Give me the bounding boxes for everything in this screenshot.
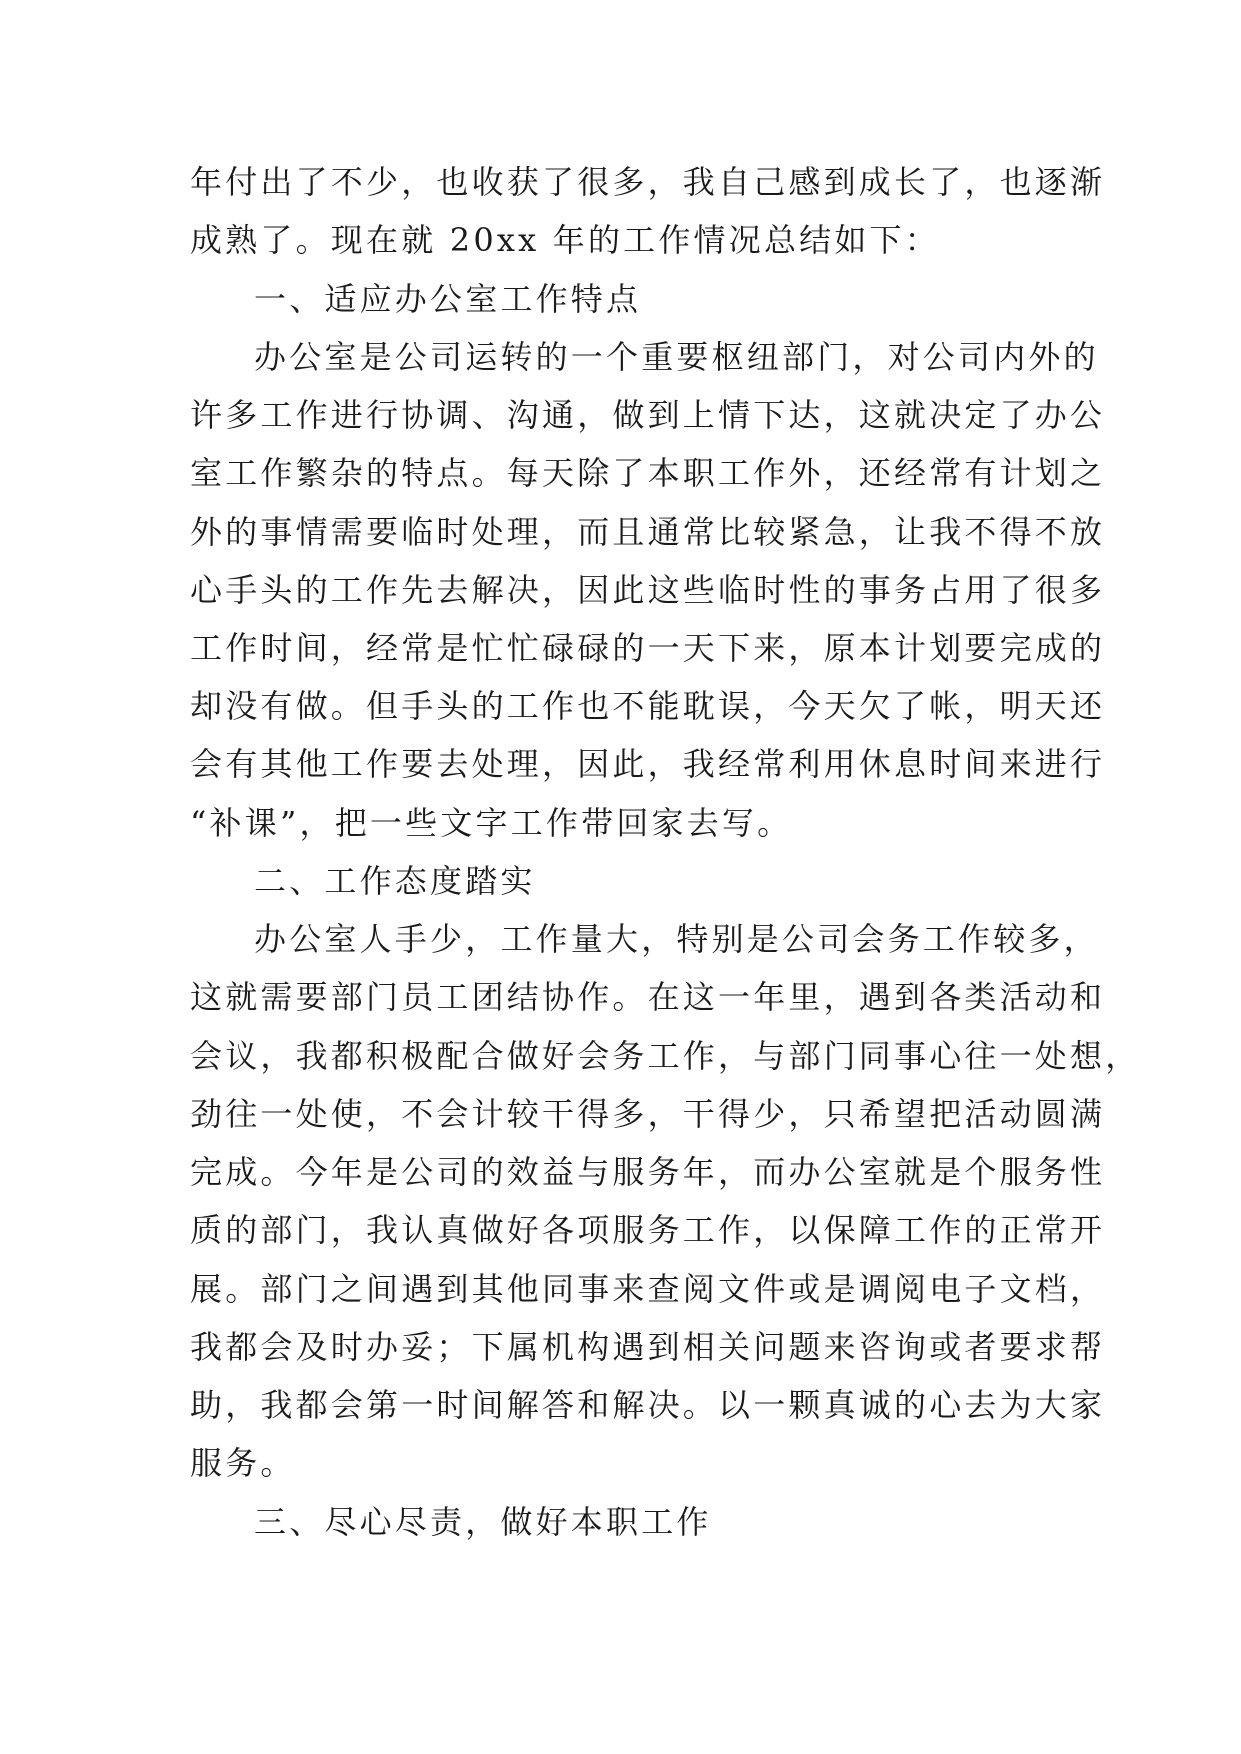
body-text-line: 服务。: [190, 1444, 296, 1482]
body-text-line: 完成。今年是公司的效益与服务年，而办公室就是个服务性: [190, 1153, 1106, 1191]
body-text-line: 会有其他工作要去处理，因此，我经常利用休息时间来进行: [190, 745, 1106, 783]
body-text-line: 办公室是公司运转的一个重要枢纽部门，对公司内外的: [254, 338, 1099, 376]
body-text-line: 会议，我都积极配合做好会务工作，与部门同事心往一处想，: [190, 1037, 1141, 1075]
body-text-line: 许多工作进行协调、沟通，做到上情下达，这就决定了办公: [190, 396, 1106, 434]
body-text-line: 年付出了不少，也收获了很多，我自己感到成长了，也逐渐: [190, 163, 1106, 201]
body-text-line: 展。部门之间遇到其他同事来查阅文件或是调阅电子文档，: [190, 1270, 1106, 1308]
body-text-line: 劲往一处使，不会计较干得多，干得少，只希望把活动圆满: [190, 1095, 1106, 1133]
body-text-line: 心手头的工作先去解决，因此这些临时性的事务占用了很多: [190, 571, 1106, 609]
body-text-line: 外的事情需要临时处理，而且通常比较紧急，让我不得不放: [190, 513, 1106, 551]
body-text-line: 助，我都会第一时间解答和解决。以一颗真诚的心去为大家: [190, 1386, 1106, 1424]
body-text-line: 我都会及时办妥；下属机构遇到相关问题来咨询或者要求帮: [190, 1328, 1106, 1366]
section-heading-3: 三、尽心尽责，做好本职工作: [254, 1503, 712, 1541]
body-text-line: 成熟了。现在就 20xx 年的工作情况总结如下：: [190, 221, 940, 259]
body-text-line: 办公室人手少，工作量大，特别是公司会务工作较多，: [254, 920, 1099, 958]
body-text-line: 却没有做。但手头的工作也不能耽误，今天欠了帐，明天还: [190, 687, 1106, 725]
body-text-line: “补课”，把一些文字工作带回家去写。: [190, 804, 793, 842]
body-text-line: 质的部门，我认真做好各项服务工作，以保障工作的正常开: [190, 1211, 1106, 1249]
body-text-line: 室工作繁杂的特点。每天除了本职工作外，还经常有计划之: [190, 454, 1106, 492]
section-heading-1: 一、适应办公室工作特点: [254, 280, 642, 318]
section-heading-2: 二、工作态度踏实: [254, 862, 536, 900]
body-text-line: 工作时间，经常是忙忙碌碌的一天下来，原本计划要完成的: [190, 629, 1106, 667]
body-text-line: 这就需要部门员工团结协作。在这一年里，遇到各类活动和: [190, 978, 1106, 1016]
